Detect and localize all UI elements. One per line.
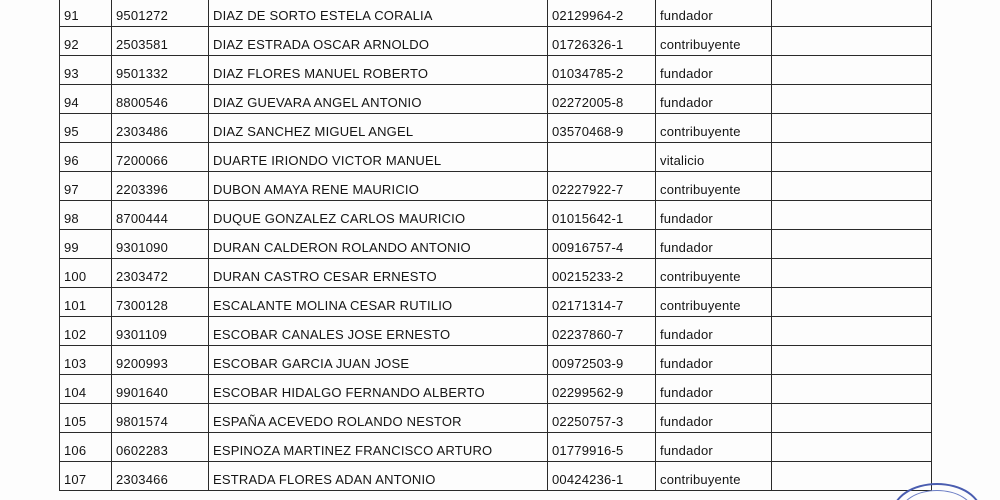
row-number-cell: 96 [60, 143, 112, 172]
member-code-cell: 8700444 [112, 201, 209, 230]
table-row [60, 114, 932, 143]
member-code-cell: 7300128 [112, 288, 209, 317]
member-name-cell: ESPAÑA ACEVEDO ROLANDO NESTOR [209, 404, 548, 433]
member-code-cell: 9200993 [112, 346, 209, 375]
member-id-cell: 01726326-1 [548, 27, 656, 56]
member-type-cell: fundador [656, 201, 772, 230]
member-code-cell: 9301090 [112, 230, 209, 259]
member-code-cell: 8800546 [112, 85, 209, 114]
member-name-cell: ESCOBAR HIDALGO FERNANDO ALBERTO [209, 375, 548, 404]
member-name-cell: DIAZ SANCHEZ MIGUEL ANGEL [209, 114, 548, 143]
member-id-cell: 02171314-7 [548, 288, 656, 317]
member-name-cell: DUARTE IRIONDO VICTOR MANUEL [209, 143, 548, 172]
row-number-cell: 104 [60, 375, 112, 404]
remarks-cell [772, 0, 932, 27]
remarks-cell [772, 230, 932, 259]
remarks-cell [772, 259, 932, 288]
member-type-cell: fundador [656, 85, 772, 114]
table-row [60, 288, 932, 317]
table-row [60, 0, 932, 27]
member-type-cell: fundador [656, 433, 772, 462]
row-number-cell: 101 [60, 288, 112, 317]
member-name-cell: DURAN CASTRO CESAR ERNESTO [209, 259, 548, 288]
remarks-cell [772, 346, 932, 375]
member-id-cell [548, 143, 656, 172]
member-type-cell: contribuyente [656, 288, 772, 317]
member-id-cell: 01034785-2 [548, 56, 656, 85]
remarks-cell [772, 143, 932, 172]
table-row [60, 143, 932, 172]
row-number-cell: 94 [60, 85, 112, 114]
remarks-cell [772, 172, 932, 201]
member-name-cell: DUQUE GONZALEZ CARLOS MAURICIO [209, 201, 548, 230]
member-code-cell: 9301109 [112, 317, 209, 346]
member-code-cell: 9801574 [112, 404, 209, 433]
row-number-cell: 93 [60, 56, 112, 85]
row-number-cell: 103 [60, 346, 112, 375]
row-number-cell: 92 [60, 27, 112, 56]
member-name-cell: ESCOBAR GARCIA JUAN JOSE [209, 346, 548, 375]
member-code-cell: 7200066 [112, 143, 209, 172]
member-name-cell: DURAN CALDERON ROLANDO ANTONIO [209, 230, 548, 259]
table-row [60, 317, 932, 346]
member-id-cell: 01015642-1 [548, 201, 656, 230]
table-row [60, 27, 932, 56]
row-number-cell: 100 [60, 259, 112, 288]
member-id-cell: 02237860-7 [548, 317, 656, 346]
table-row [60, 259, 932, 288]
row-number-cell: 97 [60, 172, 112, 201]
row-number-cell: 105 [60, 404, 112, 433]
remarks-cell [772, 317, 932, 346]
member-type-cell: fundador [656, 346, 772, 375]
remarks-cell [772, 375, 932, 404]
remarks-cell [772, 433, 932, 462]
table-row [60, 230, 932, 259]
member-id-cell: 00972503-9 [548, 346, 656, 375]
member-code-cell: 9901640 [112, 375, 209, 404]
member-type-cell: fundador [656, 404, 772, 433]
member-roster-table [59, 0, 932, 491]
member-id-cell: 02250757-3 [548, 404, 656, 433]
member-type-cell: fundador [656, 56, 772, 85]
row-number-cell: 102 [60, 317, 112, 346]
member-id-cell: 02227922-7 [548, 172, 656, 201]
member-type-cell: contribuyente [656, 114, 772, 143]
table-row [60, 201, 932, 230]
row-number-cell: 107 [60, 462, 112, 491]
remarks-cell [772, 56, 932, 85]
member-id-cell: 02299562-9 [548, 375, 656, 404]
member-name-cell: ESPINOZA MARTINEZ FRANCISCO ARTURO [209, 433, 548, 462]
table-row [60, 433, 932, 462]
member-type-cell: fundador [656, 375, 772, 404]
member-type-cell: fundador [656, 230, 772, 259]
member-code-cell: 9501272 [112, 0, 209, 27]
member-id-cell: 03570468-9 [548, 114, 656, 143]
member-type-cell: fundador [656, 317, 772, 346]
member-code-cell: 2303472 [112, 259, 209, 288]
member-name-cell: ESCOBAR CANALES JOSE ERNESTO [209, 317, 548, 346]
member-code-cell: 2503581 [112, 27, 209, 56]
remarks-cell [772, 27, 932, 56]
member-id-cell: 00424236-1 [548, 462, 656, 491]
table-row [60, 172, 932, 201]
member-id-cell: 01779916-5 [548, 433, 656, 462]
row-number-cell: 99 [60, 230, 112, 259]
member-id-cell: 00916757-4 [548, 230, 656, 259]
table-row [60, 462, 932, 491]
table-row [60, 346, 932, 375]
member-name-cell: ESTRADA FLORES ADAN ANTONIO [209, 462, 548, 491]
member-type-cell: contribuyente [656, 259, 772, 288]
member-name-cell: DIAZ FLORES MANUEL ROBERTO [209, 56, 548, 85]
remarks-cell [772, 201, 932, 230]
member-type-cell: contribuyente [656, 172, 772, 201]
member-type-cell: contribuyente [656, 462, 772, 491]
row-number-cell: 106 [60, 433, 112, 462]
remarks-cell [772, 404, 932, 433]
member-type-cell: fundador [656, 0, 772, 27]
member-type-cell: contribuyente [656, 27, 772, 56]
member-name-cell: DUBON AMAYA RENE MAURICIO [209, 172, 548, 201]
remarks-cell [772, 288, 932, 317]
table-row [60, 56, 932, 85]
member-name-cell: DIAZ DE SORTO ESTELA CORALIA [209, 0, 548, 27]
table-row [60, 375, 932, 404]
member-code-cell: 9501332 [112, 56, 209, 85]
row-number-cell: 95 [60, 114, 112, 143]
table-row [60, 85, 932, 114]
member-code-cell: 0602283 [112, 433, 209, 462]
member-code-cell: 2303486 [112, 114, 209, 143]
row-number-cell: 91 [60, 0, 112, 27]
member-name-cell: ESCALANTE MOLINA CESAR RUTILIO [209, 288, 548, 317]
row-number-cell: 98 [60, 201, 112, 230]
remarks-cell [772, 114, 932, 143]
member-name-cell: DIAZ ESTRADA OSCAR ARNOLDO [209, 27, 548, 56]
member-id-cell: 02272005-8 [548, 85, 656, 114]
member-code-cell: 2303466 [112, 462, 209, 491]
member-type-cell: vitalicio [656, 143, 772, 172]
member-id-cell: 00215233-2 [548, 259, 656, 288]
remarks-cell [772, 85, 932, 114]
member-id-cell: 02129964-2 [548, 0, 656, 27]
member-name-cell: DIAZ GUEVARA ANGEL ANTONIO [209, 85, 548, 114]
member-code-cell: 2203396 [112, 172, 209, 201]
remarks-cell [772, 462, 932, 491]
table-row [60, 404, 932, 433]
roster-body [60, 0, 932, 491]
